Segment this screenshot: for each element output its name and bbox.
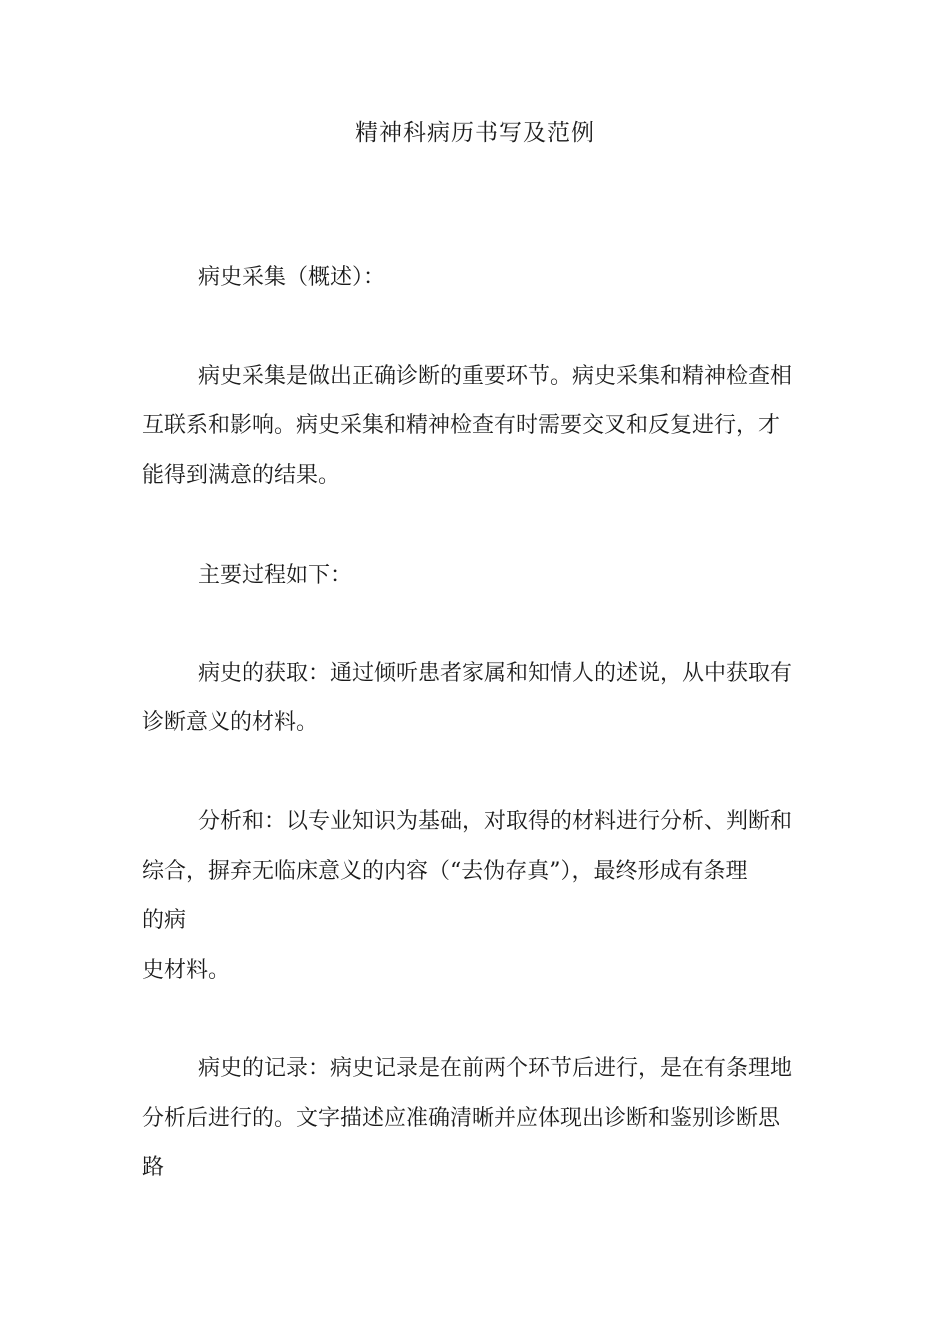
heading-main-process: 主要过程如下： [198,563,353,588]
paragraph-line: 病史的记录：病史记录是在前两个环节后进行，是在有条理地 [198,1056,793,1081]
heading-history-overview: 病史采集（概述）： [198,265,386,290]
paragraph-line: 能得到满意的结果。 [142,463,341,488]
paragraph-line: 病史的获取：通过倾听患者家属和知情人的述说，从中获取有 [198,661,793,686]
paragraph-line: 史材料。 [142,958,231,983]
paragraph-line: 分析后进行的。文字描述应准确清晰并应体现出诊断和鉴别诊断思 [142,1106,781,1131]
paragraph-line: 综合，摒弃无临床意义的内容（“去伪存真”），最终形成有条理 [142,859,748,884]
paragraph-line: 病史采集是做出正确诊断的重要环节。病史采集和精神检查相 [198,364,793,389]
document-title: 精神科病历书写及范例 [355,120,595,146]
paragraph-line: 诊断意义的材料。 [142,710,319,735]
paragraph-line: 路 [142,1155,165,1180]
paragraph-line: 的病 [142,908,187,933]
paragraph-line: 分析和：以专业知识为基础，对取得的材料进行分析、判断和 [198,809,793,834]
paragraph-line: 互联系和影响。病史采集和精神检查有时需要交叉和反复进行，才 [142,413,781,438]
